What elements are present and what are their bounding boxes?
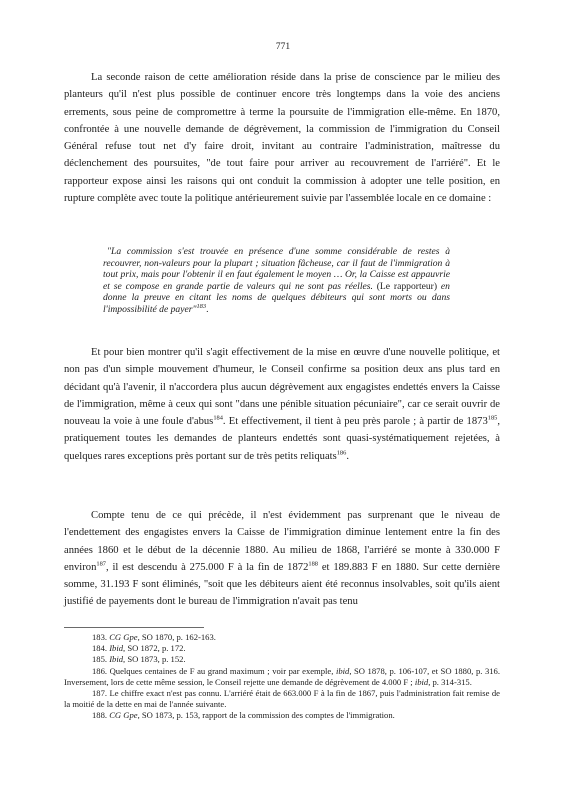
footnote-source: ibid bbox=[335, 665, 350, 676]
footnote-188 bbox=[64, 710, 500, 721]
footnote-ref-184[interactable]: 184 bbox=[213, 414, 223, 422]
footnote-source: Ibid bbox=[109, 643, 124, 654]
paragraph-3-text-c: et 189.883 F en 1880. Sur cette dernière somme, 31.193 F sont éliminés, "soit que les débiteurs aient été reconnus insolvables, soit qu'ils aient justifié de payements dont le bureau de l'immigration n'avait pas tenu bbox=[64, 561, 500, 608]
footnotes bbox=[64, 632, 500, 722]
footnote-185 bbox=[64, 654, 500, 665]
footnote-ref-186[interactable]: 186 bbox=[336, 449, 347, 457]
footnote-186 bbox=[64, 666, 500, 688]
paragraph-3-text-b: , il est descendu à 275.000 F à la fin de 1872 bbox=[105, 561, 309, 573]
quote-insert: (Le rapporteur) bbox=[372, 280, 438, 292]
paragraph-1: La seconde raison de cette amélioration réside dans la prise de conscience par le milieu des planteurs qu'il n'est plus possible de continuer encore très longtemps dans la voie des anciens errements, sous peine de compromettre à terme la poursuite de l'immigration elle-même. En 1870, confrontée à une nouvelle demande de dégrèvement, la commission de l'immigration du Conseil Général refuse tout net d'y faire droit, invitant au contraire l'administration, maîtresse du déclenchement des poursuites, "de tout faire pour arriver au recouvrement de l'arriéré". Et le rapporteur expose ainsi les raisons qui ont conduit la commission à adopter une telle position, en rupture complète avec toute la politique antérieurement suivie par l'assemblée locale en ce domaine : bbox=[64, 72, 500, 205]
footnote-text: , p. 314-315. bbox=[428, 676, 472, 687]
footnote-183 bbox=[64, 632, 500, 643]
quote-text-2: en donne la preuve en citant les noms de quelques débiteurs qui sont morts ou dans l'impossibilité de payer" bbox=[103, 280, 450, 315]
footnote-184 bbox=[64, 643, 500, 654]
footnote-text: 186. Quelques centaines de F au grand maximum ; voir par exemple, bbox=[92, 665, 336, 676]
paragraph-2-text-c: , pratiquement toutes les demandes de planteurs endettés sont quasi-systématiquement rejetées, à quelques rares exceptions près portant sur de très petits reliquats bbox=[64, 416, 500, 462]
footnote-text: , SO 1873, p. 153, rapport de la commission des comptes de l'immigration. bbox=[137, 710, 395, 721]
paragraph-2-text-d: . bbox=[346, 450, 349, 462]
footnote-text: , SO 1872, p. 172. bbox=[123, 643, 186, 654]
paragraph-2-text-b: . Et effectivement, il tient à peu près parole ; à partir de 1873 bbox=[222, 416, 488, 428]
footnote-ref-187[interactable]: 187 bbox=[96, 560, 106, 568]
quote-end: . bbox=[206, 303, 209, 315]
footnote-divider bbox=[64, 627, 204, 628]
quote-text-1: "La commission s'est trouvée en présence d'une somme considérable de restes à recouvrer, non-valeurs pour la plupart ; situation fâcheuse, car il faut de l'immigration à tout prix, mais pour l'obtenir il en faut également le moyen … Or, la Caisse est appauvrie et se compose en grande partie de valeurs qui ne sont pas réelles. bbox=[103, 246, 450, 292]
footnote-source: CG Gpe bbox=[109, 632, 138, 642]
footnote-text: , SO 1873, p. 152. bbox=[123, 654, 186, 665]
footnote-source: ibid bbox=[414, 676, 429, 687]
footnote-text: , SO 1870, p. 162-163. bbox=[137, 632, 216, 642]
block-quote bbox=[103, 246, 450, 316]
footnote-text: , SO 1878, p. 106-107, et SO 1880, p. 316. Inversement, lors de cette même session, le Conseil rejette une demande de dégrèvement de 4.000 F ; bbox=[64, 665, 500, 687]
paragraph-2-text-a: Et pour bien montrer qu'il s'agit effectivement de la mise en œuvre d'une nouvelle politique, et non pas d'un simple mouvement d'humeur, le Conseil confirme sa position deux ans plus tard en décidant qu'à l'avenir, il n'accordera plus aucun dégrèvement aux engagistes endettés envers la Caisse de l'immigration, même à ceux qui sont "dans une pénible situation pécuniaire", car ce serait ouvrir de nouveau la voie à une foule d'abus bbox=[64, 347, 500, 428]
footnote-number: 184. bbox=[92, 643, 110, 654]
paragraph-3-text-a: Compte tenu de ce qui précède, il n'est évidemment pas surprenant que le niveau de l'endettement des engagistes envers la Caisse de l'immigration diminue lentement entre la fin des années 1860 et le début de la décennie 1880. Au milieu de 1868, l'arriéré se monte à 330.000 F environ bbox=[64, 510, 500, 573]
footnote-ref-183[interactable]: 183 bbox=[196, 302, 207, 310]
footnote-number: 188. bbox=[92, 710, 110, 721]
footnote-source: Ibid bbox=[109, 654, 124, 665]
footnote-ref-185[interactable]: 185 bbox=[487, 414, 498, 422]
paragraph-3 bbox=[64, 507, 500, 611]
footnote-source: CG Gpe bbox=[109, 710, 138, 721]
footnote-ref-188[interactable]: 188 bbox=[308, 560, 318, 568]
footnote-number: 185. bbox=[92, 654, 110, 665]
footnote-number: 183. bbox=[92, 632, 110, 642]
page-number: 771 bbox=[275, 42, 291, 52]
paragraph-2 bbox=[64, 344, 500, 465]
footnote-187: 187. Le chiffre exact n'est pas connu. L'arriéré était de 663.000 F à la fin de 1867, puis l'administration fait remise de la moitié de la dette en mai de l'année suivante. bbox=[64, 688, 500, 710]
